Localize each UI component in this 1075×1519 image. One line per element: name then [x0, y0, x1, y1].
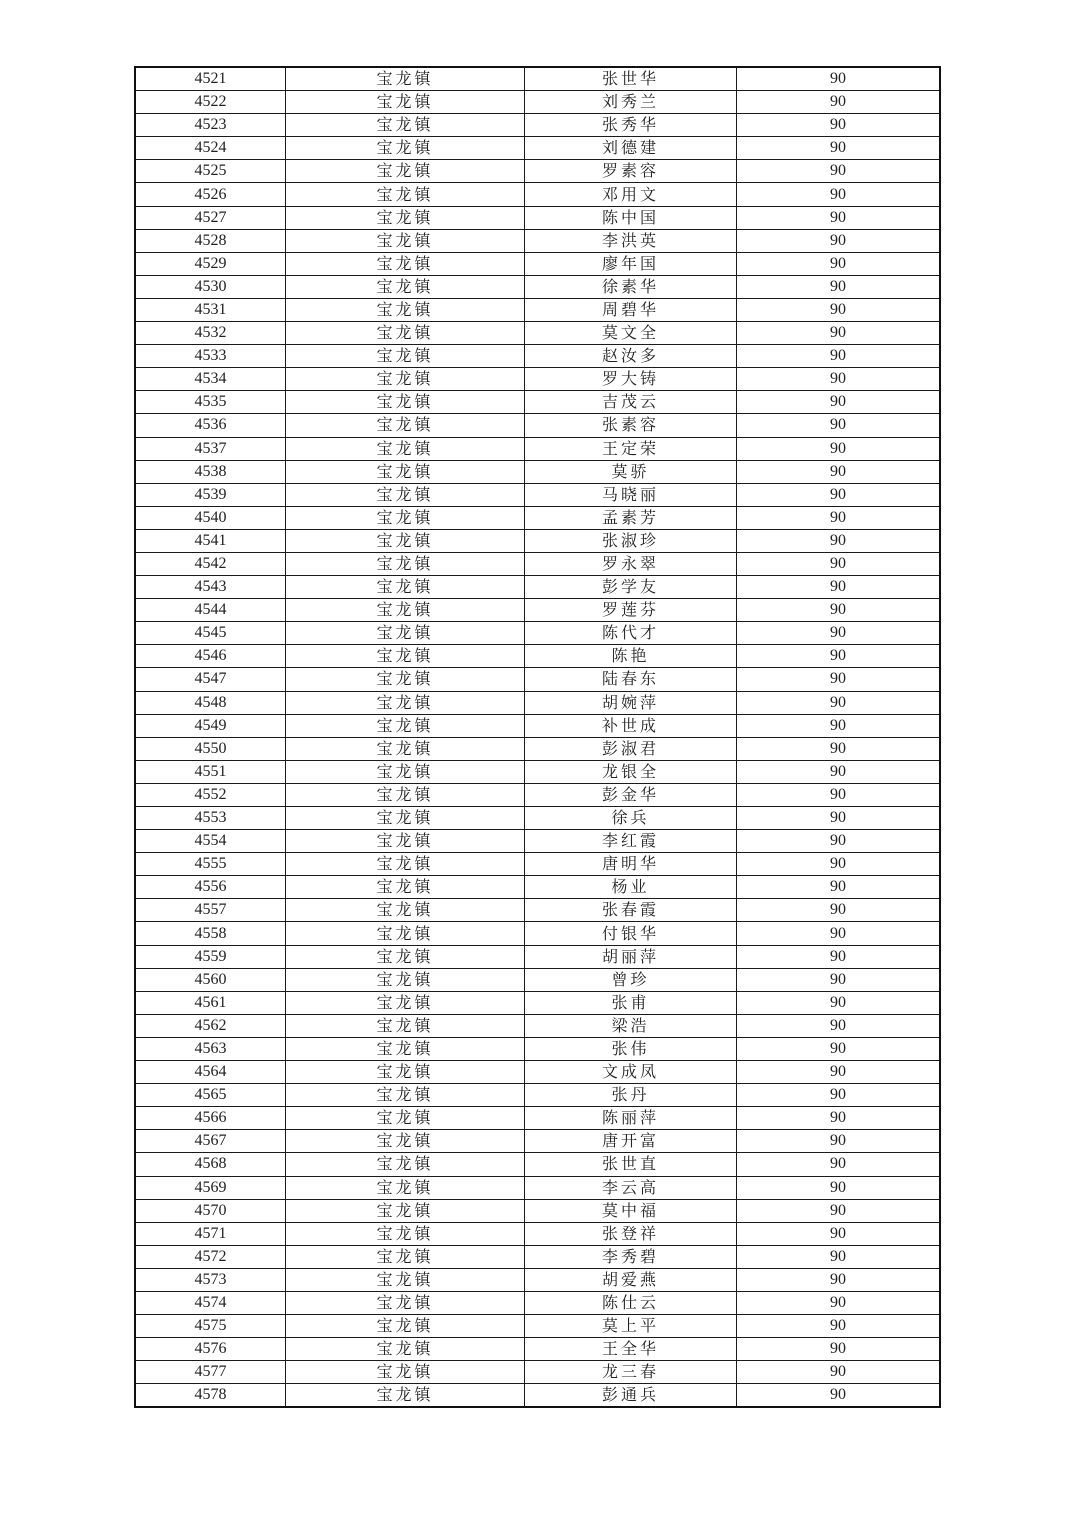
cell-town: 宝龙镇 — [286, 807, 525, 830]
cell-name: 彭通兵 — [525, 1384, 737, 1408]
cell-town: 宝龙镇 — [286, 991, 525, 1014]
table-row — [135, 275, 940, 298]
cell-name: 罗大铸 — [525, 368, 737, 391]
cell-value: 90 — [737, 437, 941, 460]
cell-name: 莫骄 — [525, 460, 737, 483]
cell-name: 曾珍 — [525, 968, 737, 991]
cell-name: 张春霞 — [525, 899, 737, 922]
table-row — [135, 1199, 940, 1222]
cell-town: 宝龙镇 — [286, 576, 525, 599]
table-row — [135, 1176, 940, 1199]
cell-id: 4545 — [135, 622, 286, 645]
table-row — [135, 1245, 940, 1268]
cell-value: 90 — [737, 830, 941, 853]
cell-value: 90 — [737, 345, 941, 368]
cell-id: 4565 — [135, 1084, 286, 1107]
table-row — [135, 137, 940, 160]
cell-id: 4552 — [135, 783, 286, 806]
cell-name: 胡婉萍 — [525, 691, 737, 714]
cell-value: 90 — [737, 599, 941, 622]
cell-town: 宝龙镇 — [286, 437, 525, 460]
cell-name: 文成凤 — [525, 1061, 737, 1084]
table-row — [135, 91, 940, 114]
cell-id: 4570 — [135, 1199, 286, 1222]
cell-value: 90 — [737, 460, 941, 483]
cell-value: 90 — [737, 1061, 941, 1084]
cell-name: 罗永翠 — [525, 552, 737, 575]
cell-id: 4578 — [135, 1384, 286, 1408]
table-row — [135, 945, 940, 968]
cell-town: 宝龙镇 — [286, 1315, 525, 1338]
cell-value: 90 — [737, 876, 941, 899]
cell-town: 宝龙镇 — [286, 252, 525, 275]
cell-value: 90 — [737, 645, 941, 668]
table-row — [135, 622, 940, 645]
cell-value: 90 — [737, 368, 941, 391]
cell-id: 4532 — [135, 322, 286, 345]
table-row — [135, 391, 940, 414]
cell-town: 宝龙镇 — [286, 1014, 525, 1037]
cell-town: 宝龙镇 — [286, 1037, 525, 1060]
cell-id: 4562 — [135, 1014, 286, 1037]
cell-name: 周碧华 — [525, 298, 737, 321]
table-row — [135, 714, 940, 737]
cell-name: 梁浩 — [525, 1014, 737, 1037]
cell-value: 90 — [737, 137, 941, 160]
table-row — [135, 437, 940, 460]
cell-id: 4571 — [135, 1222, 286, 1245]
cell-id: 4534 — [135, 368, 286, 391]
cell-town: 宝龙镇 — [286, 1199, 525, 1222]
cell-id: 4564 — [135, 1061, 286, 1084]
cell-town: 宝龙镇 — [286, 322, 525, 345]
cell-value: 90 — [737, 1176, 941, 1199]
cell-town: 宝龙镇 — [286, 160, 525, 183]
table-row — [135, 991, 940, 1014]
cell-value: 90 — [737, 160, 941, 183]
cell-town: 宝龙镇 — [286, 1338, 525, 1361]
table-row — [135, 252, 940, 275]
table-row — [135, 183, 940, 206]
cell-id: 4535 — [135, 391, 286, 414]
table-row — [135, 876, 940, 899]
cell-value: 90 — [737, 576, 941, 599]
cell-id: 4528 — [135, 229, 286, 252]
cell-id: 4541 — [135, 529, 286, 552]
table-row — [135, 1084, 940, 1107]
table-row — [135, 1361, 940, 1384]
cell-town: 宝龙镇 — [286, 760, 525, 783]
cell-town: 宝龙镇 — [286, 1130, 525, 1153]
cell-town: 宝龙镇 — [286, 183, 525, 206]
cell-id: 4537 — [135, 437, 286, 460]
table-row — [135, 1061, 940, 1084]
cell-id: 4558 — [135, 922, 286, 945]
cell-id: 4524 — [135, 137, 286, 160]
table-row — [135, 114, 940, 137]
cell-id: 4546 — [135, 645, 286, 668]
cell-id: 4550 — [135, 737, 286, 760]
cell-id: 4538 — [135, 460, 286, 483]
cell-value: 90 — [737, 1107, 941, 1130]
cell-id: 4551 — [135, 760, 286, 783]
cell-name: 龙三春 — [525, 1361, 737, 1384]
cell-name: 龙银全 — [525, 760, 737, 783]
cell-id: 4548 — [135, 691, 286, 714]
cell-name: 陈艳 — [525, 645, 737, 668]
cell-value: 90 — [737, 760, 941, 783]
cell-id: 4577 — [135, 1361, 286, 1384]
cell-name: 陈代才 — [525, 622, 737, 645]
cell-town: 宝龙镇 — [286, 1291, 525, 1314]
cell-name: 李秀碧 — [525, 1245, 737, 1268]
cell-name: 王定荣 — [525, 437, 737, 460]
cell-value: 90 — [737, 552, 941, 575]
cell-id: 4536 — [135, 414, 286, 437]
table-row — [135, 807, 940, 830]
cell-town: 宝龙镇 — [286, 298, 525, 321]
cell-value: 90 — [737, 1291, 941, 1314]
cell-name: 杨业 — [525, 876, 737, 899]
cell-value: 90 — [737, 391, 941, 414]
cell-name: 王全华 — [525, 1338, 737, 1361]
table-row — [135, 1107, 940, 1130]
table-row — [135, 483, 940, 506]
cell-town: 宝龙镇 — [286, 645, 525, 668]
cell-value: 90 — [737, 1338, 941, 1361]
cell-name: 陈丽萍 — [525, 1107, 737, 1130]
cell-id: 4542 — [135, 552, 286, 575]
cell-id: 4531 — [135, 298, 286, 321]
table-row — [135, 529, 940, 552]
table-row — [135, 67, 940, 91]
table-row — [135, 922, 940, 945]
table-row — [135, 899, 940, 922]
table-row — [135, 668, 940, 691]
cell-name: 胡丽萍 — [525, 945, 737, 968]
cell-value: 90 — [737, 1268, 941, 1291]
table-row — [135, 737, 940, 760]
table-row — [135, 460, 940, 483]
table-row — [135, 691, 940, 714]
cell-value: 90 — [737, 1222, 941, 1245]
cell-town: 宝龙镇 — [286, 529, 525, 552]
cell-name: 唐明华 — [525, 853, 737, 876]
cell-value: 90 — [737, 945, 941, 968]
cell-value: 90 — [737, 298, 941, 321]
cell-id: 4575 — [135, 1315, 286, 1338]
cell-id: 4574 — [135, 1291, 286, 1314]
table-row — [135, 552, 940, 575]
table-row — [135, 506, 940, 529]
cell-value: 90 — [737, 229, 941, 252]
cell-id: 4527 — [135, 206, 286, 229]
cell-town: 宝龙镇 — [286, 275, 525, 298]
cell-town: 宝龙镇 — [286, 853, 525, 876]
table-row — [135, 229, 940, 252]
table-row — [135, 1037, 940, 1060]
cell-name: 刘德建 — [525, 137, 737, 160]
cell-name: 莫中福 — [525, 1199, 737, 1222]
table-row — [135, 1291, 940, 1314]
cell-town: 宝龙镇 — [286, 691, 525, 714]
cell-value: 90 — [737, 853, 941, 876]
cell-value: 90 — [737, 91, 941, 114]
table-row — [135, 1014, 940, 1037]
cell-town: 宝龙镇 — [286, 1268, 525, 1291]
cell-town: 宝龙镇 — [286, 1176, 525, 1199]
cell-town: 宝龙镇 — [286, 968, 525, 991]
cell-town: 宝龙镇 — [286, 345, 525, 368]
cell-id: 4522 — [135, 91, 286, 114]
cell-value: 90 — [737, 414, 941, 437]
cell-town: 宝龙镇 — [286, 206, 525, 229]
cell-town: 宝龙镇 — [286, 91, 525, 114]
cell-town: 宝龙镇 — [286, 368, 525, 391]
table-row — [135, 298, 940, 321]
data-table — [134, 66, 941, 1408]
cell-town: 宝龙镇 — [286, 945, 525, 968]
table-row — [135, 576, 940, 599]
cell-value: 90 — [737, 968, 941, 991]
table-row — [135, 1384, 940, 1408]
cell-id: 4540 — [135, 506, 286, 529]
cell-id: 4576 — [135, 1338, 286, 1361]
cell-id: 4572 — [135, 1245, 286, 1268]
cell-town: 宝龙镇 — [286, 599, 525, 622]
cell-name: 马晓丽 — [525, 483, 737, 506]
cell-name: 陈中国 — [525, 206, 737, 229]
cell-id: 4561 — [135, 991, 286, 1014]
cell-name: 补世成 — [525, 714, 737, 737]
table-row — [135, 368, 940, 391]
table-row — [135, 968, 940, 991]
table-row — [135, 645, 940, 668]
cell-town: 宝龙镇 — [286, 391, 525, 414]
cell-name: 张世华 — [525, 67, 737, 91]
cell-town: 宝龙镇 — [286, 899, 525, 922]
cell-name: 彭淑君 — [525, 737, 737, 760]
cell-name: 张淑珍 — [525, 529, 737, 552]
cell-town: 宝龙镇 — [286, 1361, 525, 1384]
cell-name: 刘秀兰 — [525, 91, 737, 114]
cell-value: 90 — [737, 1361, 941, 1384]
cell-id: 4554 — [135, 830, 286, 853]
cell-name: 徐兵 — [525, 807, 737, 830]
cell-id: 4566 — [135, 1107, 286, 1130]
cell-id: 4521 — [135, 67, 286, 91]
cell-value: 90 — [737, 67, 941, 91]
cell-id: 4573 — [135, 1268, 286, 1291]
table-row — [135, 345, 940, 368]
cell-value: 90 — [737, 922, 941, 945]
table-row — [135, 322, 940, 345]
cell-value: 90 — [737, 737, 941, 760]
cell-name: 莫文全 — [525, 322, 737, 345]
cell-value: 90 — [737, 807, 941, 830]
cell-value: 90 — [737, 691, 941, 714]
table-row — [135, 783, 940, 806]
cell-name: 莫上平 — [525, 1315, 737, 1338]
cell-id: 4547 — [135, 668, 286, 691]
cell-name: 唐开富 — [525, 1130, 737, 1153]
cell-name: 廖年国 — [525, 252, 737, 275]
cell-value: 90 — [737, 1014, 941, 1037]
cell-town: 宝龙镇 — [286, 1222, 525, 1245]
table-row — [135, 1222, 940, 1245]
cell-id: 4544 — [135, 599, 286, 622]
cell-id: 4553 — [135, 807, 286, 830]
cell-town: 宝龙镇 — [286, 229, 525, 252]
cell-name: 李云高 — [525, 1176, 737, 1199]
cell-value: 90 — [737, 1384, 941, 1408]
cell-town: 宝龙镇 — [286, 1153, 525, 1176]
cell-name: 张登祥 — [525, 1222, 737, 1245]
table-row — [135, 1153, 940, 1176]
cell-value: 90 — [737, 252, 941, 275]
cell-id: 4569 — [135, 1176, 286, 1199]
cell-id: 4557 — [135, 899, 286, 922]
cell-id: 4529 — [135, 252, 286, 275]
cell-id: 4568 — [135, 1153, 286, 1176]
cell-town: 宝龙镇 — [286, 1384, 525, 1408]
cell-town: 宝龙镇 — [286, 1061, 525, 1084]
table-row — [135, 760, 940, 783]
cell-town: 宝龙镇 — [286, 1084, 525, 1107]
cell-value: 90 — [737, 275, 941, 298]
cell-name: 张秀华 — [525, 114, 737, 137]
cell-name: 孟素芳 — [525, 506, 737, 529]
cell-value: 90 — [737, 899, 941, 922]
cell-id: 4523 — [135, 114, 286, 137]
cell-value: 90 — [737, 1315, 941, 1338]
cell-id: 4543 — [135, 576, 286, 599]
table-row — [135, 160, 940, 183]
cell-id: 4560 — [135, 968, 286, 991]
cell-value: 90 — [737, 1037, 941, 1060]
cell-name: 陆春东 — [525, 668, 737, 691]
cell-town: 宝龙镇 — [286, 552, 525, 575]
table-row — [135, 1130, 940, 1153]
cell-id: 4563 — [135, 1037, 286, 1060]
cell-name: 付银华 — [525, 922, 737, 945]
cell-id: 4526 — [135, 183, 286, 206]
cell-value: 90 — [737, 183, 941, 206]
cell-town: 宝龙镇 — [286, 114, 525, 137]
cell-name: 张世直 — [525, 1153, 737, 1176]
cell-town: 宝龙镇 — [286, 460, 525, 483]
cell-value: 90 — [737, 529, 941, 552]
cell-town: 宝龙镇 — [286, 414, 525, 437]
cell-town: 宝龙镇 — [286, 67, 525, 91]
cell-value: 90 — [737, 1199, 941, 1222]
cell-name: 陈仕云 — [525, 1291, 737, 1314]
table-row — [135, 206, 940, 229]
cell-name: 罗素容 — [525, 160, 737, 183]
table-body — [135, 67, 940, 1407]
cell-id: 4533 — [135, 345, 286, 368]
cell-town: 宝龙镇 — [286, 506, 525, 529]
cell-value: 90 — [737, 506, 941, 529]
cell-town: 宝龙镇 — [286, 622, 525, 645]
cell-name: 罗莲芬 — [525, 599, 737, 622]
cell-value: 90 — [737, 622, 941, 645]
cell-value: 90 — [737, 1084, 941, 1107]
cell-id: 4539 — [135, 483, 286, 506]
cell-town: 宝龙镇 — [286, 483, 525, 506]
table-row — [135, 599, 940, 622]
cell-id: 4567 — [135, 1130, 286, 1153]
cell-town: 宝龙镇 — [286, 1245, 525, 1268]
cell-town: 宝龙镇 — [286, 737, 525, 760]
cell-town: 宝龙镇 — [286, 714, 525, 737]
cell-value: 90 — [737, 783, 941, 806]
cell-name: 赵汝多 — [525, 345, 737, 368]
cell-value: 90 — [737, 714, 941, 737]
cell-id: 4555 — [135, 853, 286, 876]
cell-town: 宝龙镇 — [286, 922, 525, 945]
cell-name: 胡爱燕 — [525, 1268, 737, 1291]
cell-town: 宝龙镇 — [286, 783, 525, 806]
cell-name: 彭金华 — [525, 783, 737, 806]
table-row — [135, 830, 940, 853]
cell-value: 90 — [737, 668, 941, 691]
cell-town: 宝龙镇 — [286, 137, 525, 160]
cell-value: 90 — [737, 1153, 941, 1176]
cell-id: 4559 — [135, 945, 286, 968]
cell-town: 宝龙镇 — [286, 876, 525, 899]
table-row — [135, 1315, 940, 1338]
table-row — [135, 853, 940, 876]
cell-name: 李洪英 — [525, 229, 737, 252]
cell-name: 邓用文 — [525, 183, 737, 206]
cell-id: 4530 — [135, 275, 286, 298]
cell-id: 4556 — [135, 876, 286, 899]
cell-value: 90 — [737, 991, 941, 1014]
table-row — [135, 414, 940, 437]
cell-name: 彭学友 — [525, 576, 737, 599]
cell-value: 90 — [737, 114, 941, 137]
cell-name: 张素容 — [525, 414, 737, 437]
cell-id: 4549 — [135, 714, 286, 737]
cell-name: 张丹 — [525, 1084, 737, 1107]
cell-name: 吉茂云 — [525, 391, 737, 414]
cell-value: 90 — [737, 206, 941, 229]
cell-value: 90 — [737, 1245, 941, 1268]
cell-town: 宝龙镇 — [286, 1107, 525, 1130]
cell-value: 90 — [737, 322, 941, 345]
cell-town: 宝龙镇 — [286, 830, 525, 853]
cell-name: 张甫 — [525, 991, 737, 1014]
cell-town: 宝龙镇 — [286, 668, 525, 691]
cell-id: 4525 — [135, 160, 286, 183]
cell-value: 90 — [737, 483, 941, 506]
table-row — [135, 1268, 940, 1291]
cell-name: 徐素华 — [525, 275, 737, 298]
cell-name: 李红霞 — [525, 830, 737, 853]
table-row — [135, 1338, 940, 1361]
cell-value: 90 — [737, 1130, 941, 1153]
cell-name: 张伟 — [525, 1037, 737, 1060]
